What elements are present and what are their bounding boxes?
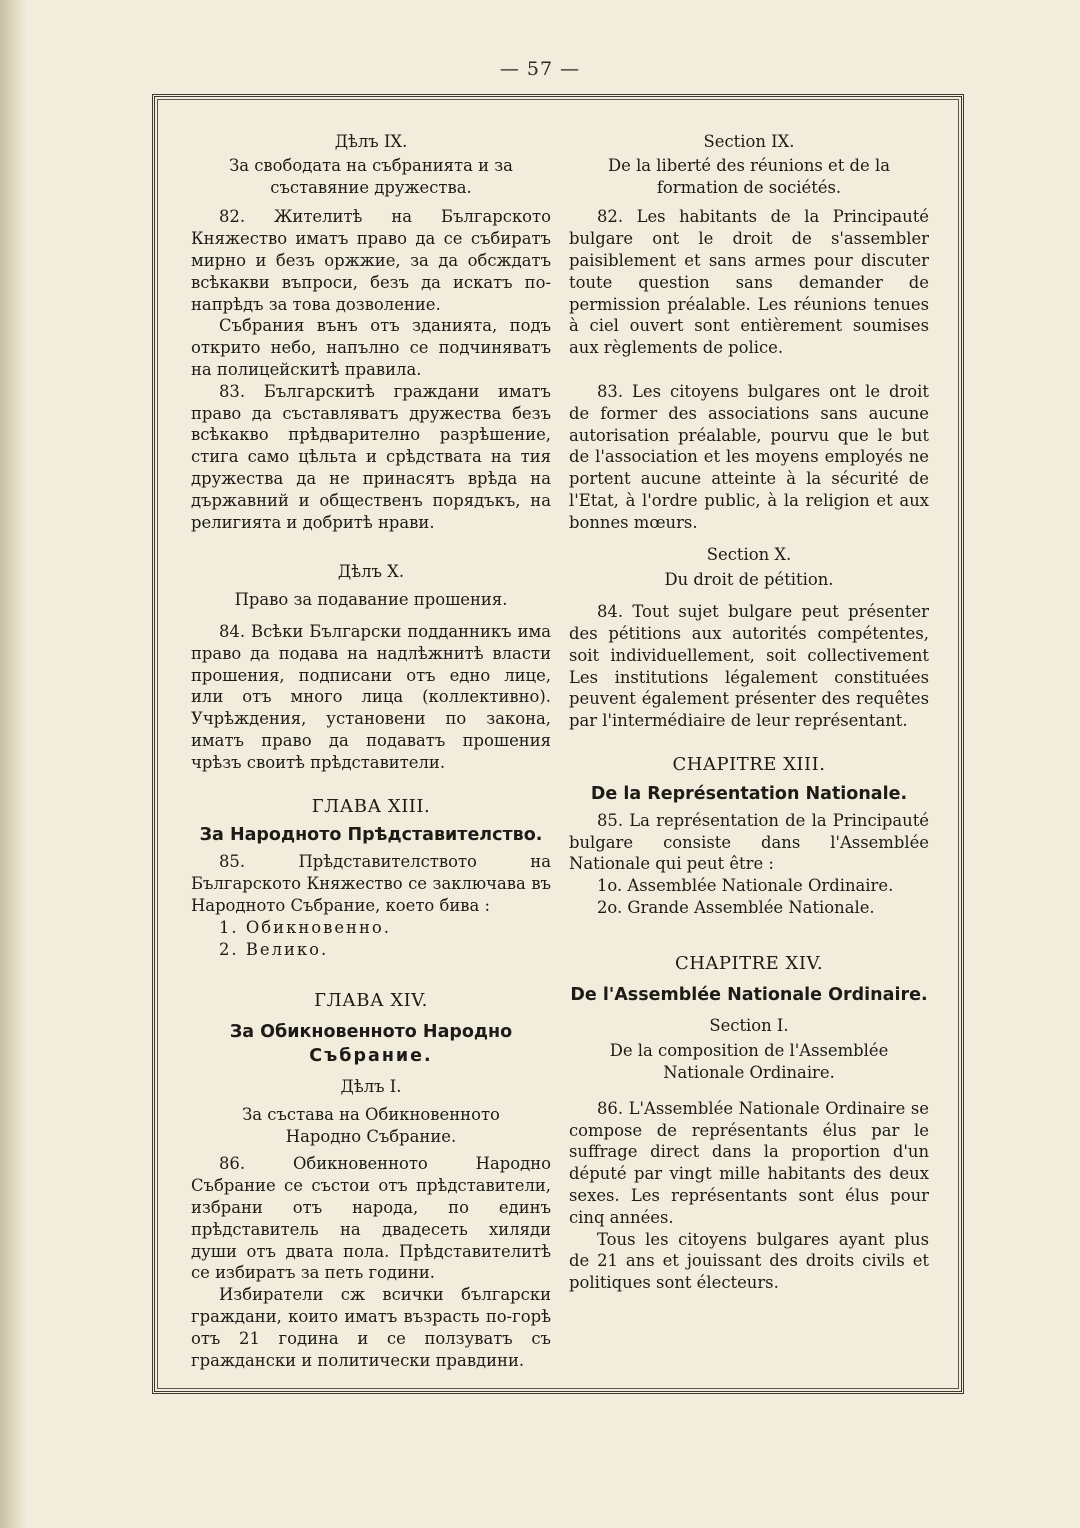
article-82-paragraph-2: Събрания вънъ отъ зданията, подъ открито небо, напълно се подчиняватъ на полицейскитѣ правила. [191,316,551,379]
section-1-title: Дѣлъ I. [340,1077,402,1097]
article-82: 82. Жителитѣ на Българското Княжество иматъ право да се събиратъ мирно и безъ оржжие, за да обсждатъ всѣкакви въпроси, безъ да искатъ по-напрѣдъ за това дозволение. [191,207,551,314]
section-9-title: Дѣлъ IX. [334,132,408,151]
article-82-fr: 82. Les habitants de la Principauté bulgare ont le droit de s'assembler paisiblement et sans armes pour discuter toute question sans demander de permission préalable. Les réunions tenues à ciel ouvert sont entièrement soumises aux règlements de police. [569,207,929,358]
list-item-2-fr: 2o. Grande Assemblée Nationale. [597,897,875,917]
page-number: — 57 — [499,58,581,80]
section-1-title-fr: Section I. [709,1015,789,1035]
section-10-title-fr: Section X. [706,544,792,564]
section-10-title: Дѣлъ X. [337,562,405,582]
list-item-2: 2. Велико. [219,939,329,959]
article-86-fr: 86. L'Assemblée Nationale Ordinaire se compose de représentants élus par le suffrage direct dans la proportion d'un député par vingt mille habitants des deux sexes. Les représentants sont élus pour cinq années. [569,1098,929,1227]
chapter-13-title-fr: CHAPITRE XIII. [672,753,826,775]
bulgarian-column [191,131,551,1371]
section-9-title-fr: Section IX. [703,132,795,151]
text-frame [152,94,964,1394]
chapter-13-title: ГЛАВА XIII. [311,795,431,817]
article-85-fr: 85. La représentation de la Principauté bulgare consiste dans l'Assemblée Nationale qui peut être : [569,810,929,874]
page-binding-shadow [0,0,26,1528]
section-10-subtitle: Право за подавание прошения. [234,590,508,610]
chapter-14-subtitle-line-1: За Обикновенното Народно [229,1022,513,1043]
list-item-1: 1. Обикновенно. [219,917,391,937]
section-9-subtitle: За свободата на събранията и за съставяние дружества. [229,155,513,197]
section-9-subtitle-fr: De la liberté des réunions et de la formation de sociétés. [608,155,890,197]
article-86: 86. Обикновенното Народно Събрание се състои отъ прѣдставители, избрани отъ народа, по единъ прѣдставитель на двадесеть хиляди души отъ двата пола. Прѣдставителитѣ се избиратъ за петь години. [191,1154,551,1283]
article-83: 83. Българскитѣ граждани иматъ право да съставляватъ дружества безъ всѣкакво прѣдварително разрѣшение, стига само цѣльта и срѣдствата на тия дружества да не принасятъ врѣда на държавний и общественъ порядъкъ, на религията и добритѣ нрави. [191,381,551,532]
section-1-subtitle: За състава на Обикновенното Народно Събрание. [242,1104,500,1146]
french-column [569,131,929,1294]
chapter-13-subtitle-fr: De la Représentation Nationale. [590,783,908,804]
article-84: 84. Всѣки Български подданникъ има право да подава на надлѣжнитѣ власти прошения, подписани отъ едно лице, или отъ много лица (коллективно). Учрѣждения, установени по закона, иматъ право да подаватъ прошения чрѣзъ своитѣ прѣдставители. [191,621,551,772]
article-86-paragraph-2: Избиратели сж всички български граждани, които иматъ възрасть по-горѣ отъ 21 година и се ползуватъ съ граждански и политически правдини. [191,1285,551,1370]
chapter-14-title: ГЛАВА XIV. [314,990,428,1012]
chapter-14-subtitle-line-2: Събрание. [309,1046,433,1067]
section-1-subtitle-fr: De la composition de l'Assemblée Nationale Ordinaire. [609,1041,889,1083]
chapter-13-subtitle: За Народното Прѣдставителство. [199,825,543,846]
section-10-subtitle-fr: Du droit de pétition. [664,570,834,590]
article-86-paragraph-2-fr: Tous les citoyens bulgares ayant plus de 21 ans et jouissant des droits civils et politiques sont électeurs. [569,1229,929,1293]
article-84-fr: 84. Tout sujet bulgare peut présenter des pétitions aux autorités compétentes, soit individuellement, soit collectivement Les institutions légalement constituées peuvent également présenter des requêtes par l'intermédiaire de leur représentant. [569,602,929,731]
chapter-14-title-fr: CHAPITRE XIV. [674,952,824,974]
article-83-fr: 83. Les citoyens bulgares ont le droit de former des associations sans aucune autorisation préalable, pourvu que le but de l'association et les moyens employés ne portent aucune atteinte à la sécurité de l'Etat, à l'ordre public, à la religion et aux bonnes mœurs. [569,381,929,532]
article-85: 85. Прѣдставителството на Българското Княжество се заключава въ Народното Събрание, което бива : [191,852,551,915]
chapter-14-subtitle-fr: De l'Assemblée Nationale Ordinaire. [570,984,928,1005]
list-item-1-fr: 1o. Assemblée Nationale Ordinaire. [597,876,894,896]
